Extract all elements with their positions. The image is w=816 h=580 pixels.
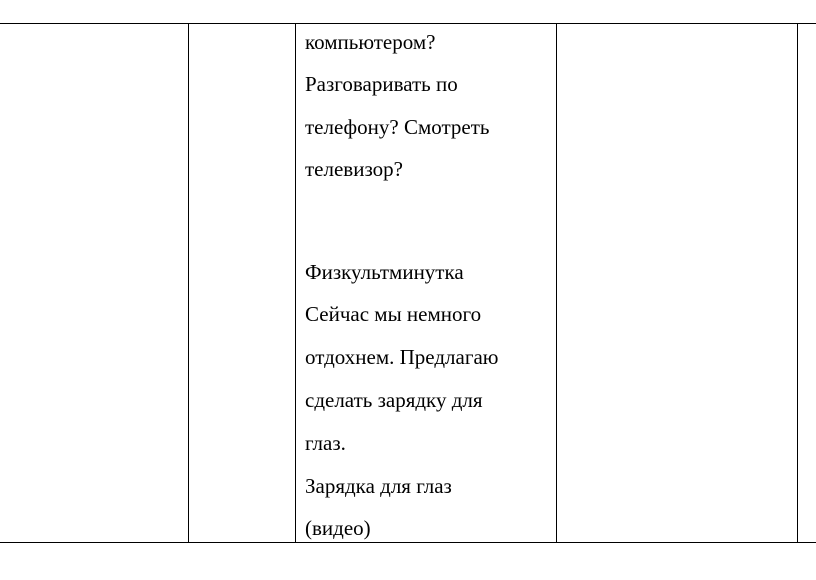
text-line-3: телефону? Смотреть: [305, 115, 490, 139]
column-divider-4: [797, 23, 798, 543]
text-line-7: отдохнем. Предлагаю: [305, 345, 499, 369]
text-line-4: телевизор?: [305, 157, 403, 181]
text-line-10: Зарядка для глаз: [305, 474, 452, 498]
text-line-6: Сейчас мы немного: [305, 302, 482, 326]
text-line-1: компьютером?: [305, 30, 436, 54]
text-line-9: глаз.: [305, 431, 346, 455]
text-line-2: Разговаривать по: [305, 72, 458, 96]
column-divider-3: [556, 23, 557, 543]
text-line-8: сделать зарядку для: [305, 388, 483, 412]
text-line-11: (видео): [305, 516, 371, 540]
text-line-5: Физкультминутка: [305, 260, 464, 284]
column-divider-2: [295, 23, 296, 543]
column-divider-1: [188, 23, 189, 543]
activity-cell: [305, 0, 553, 580]
